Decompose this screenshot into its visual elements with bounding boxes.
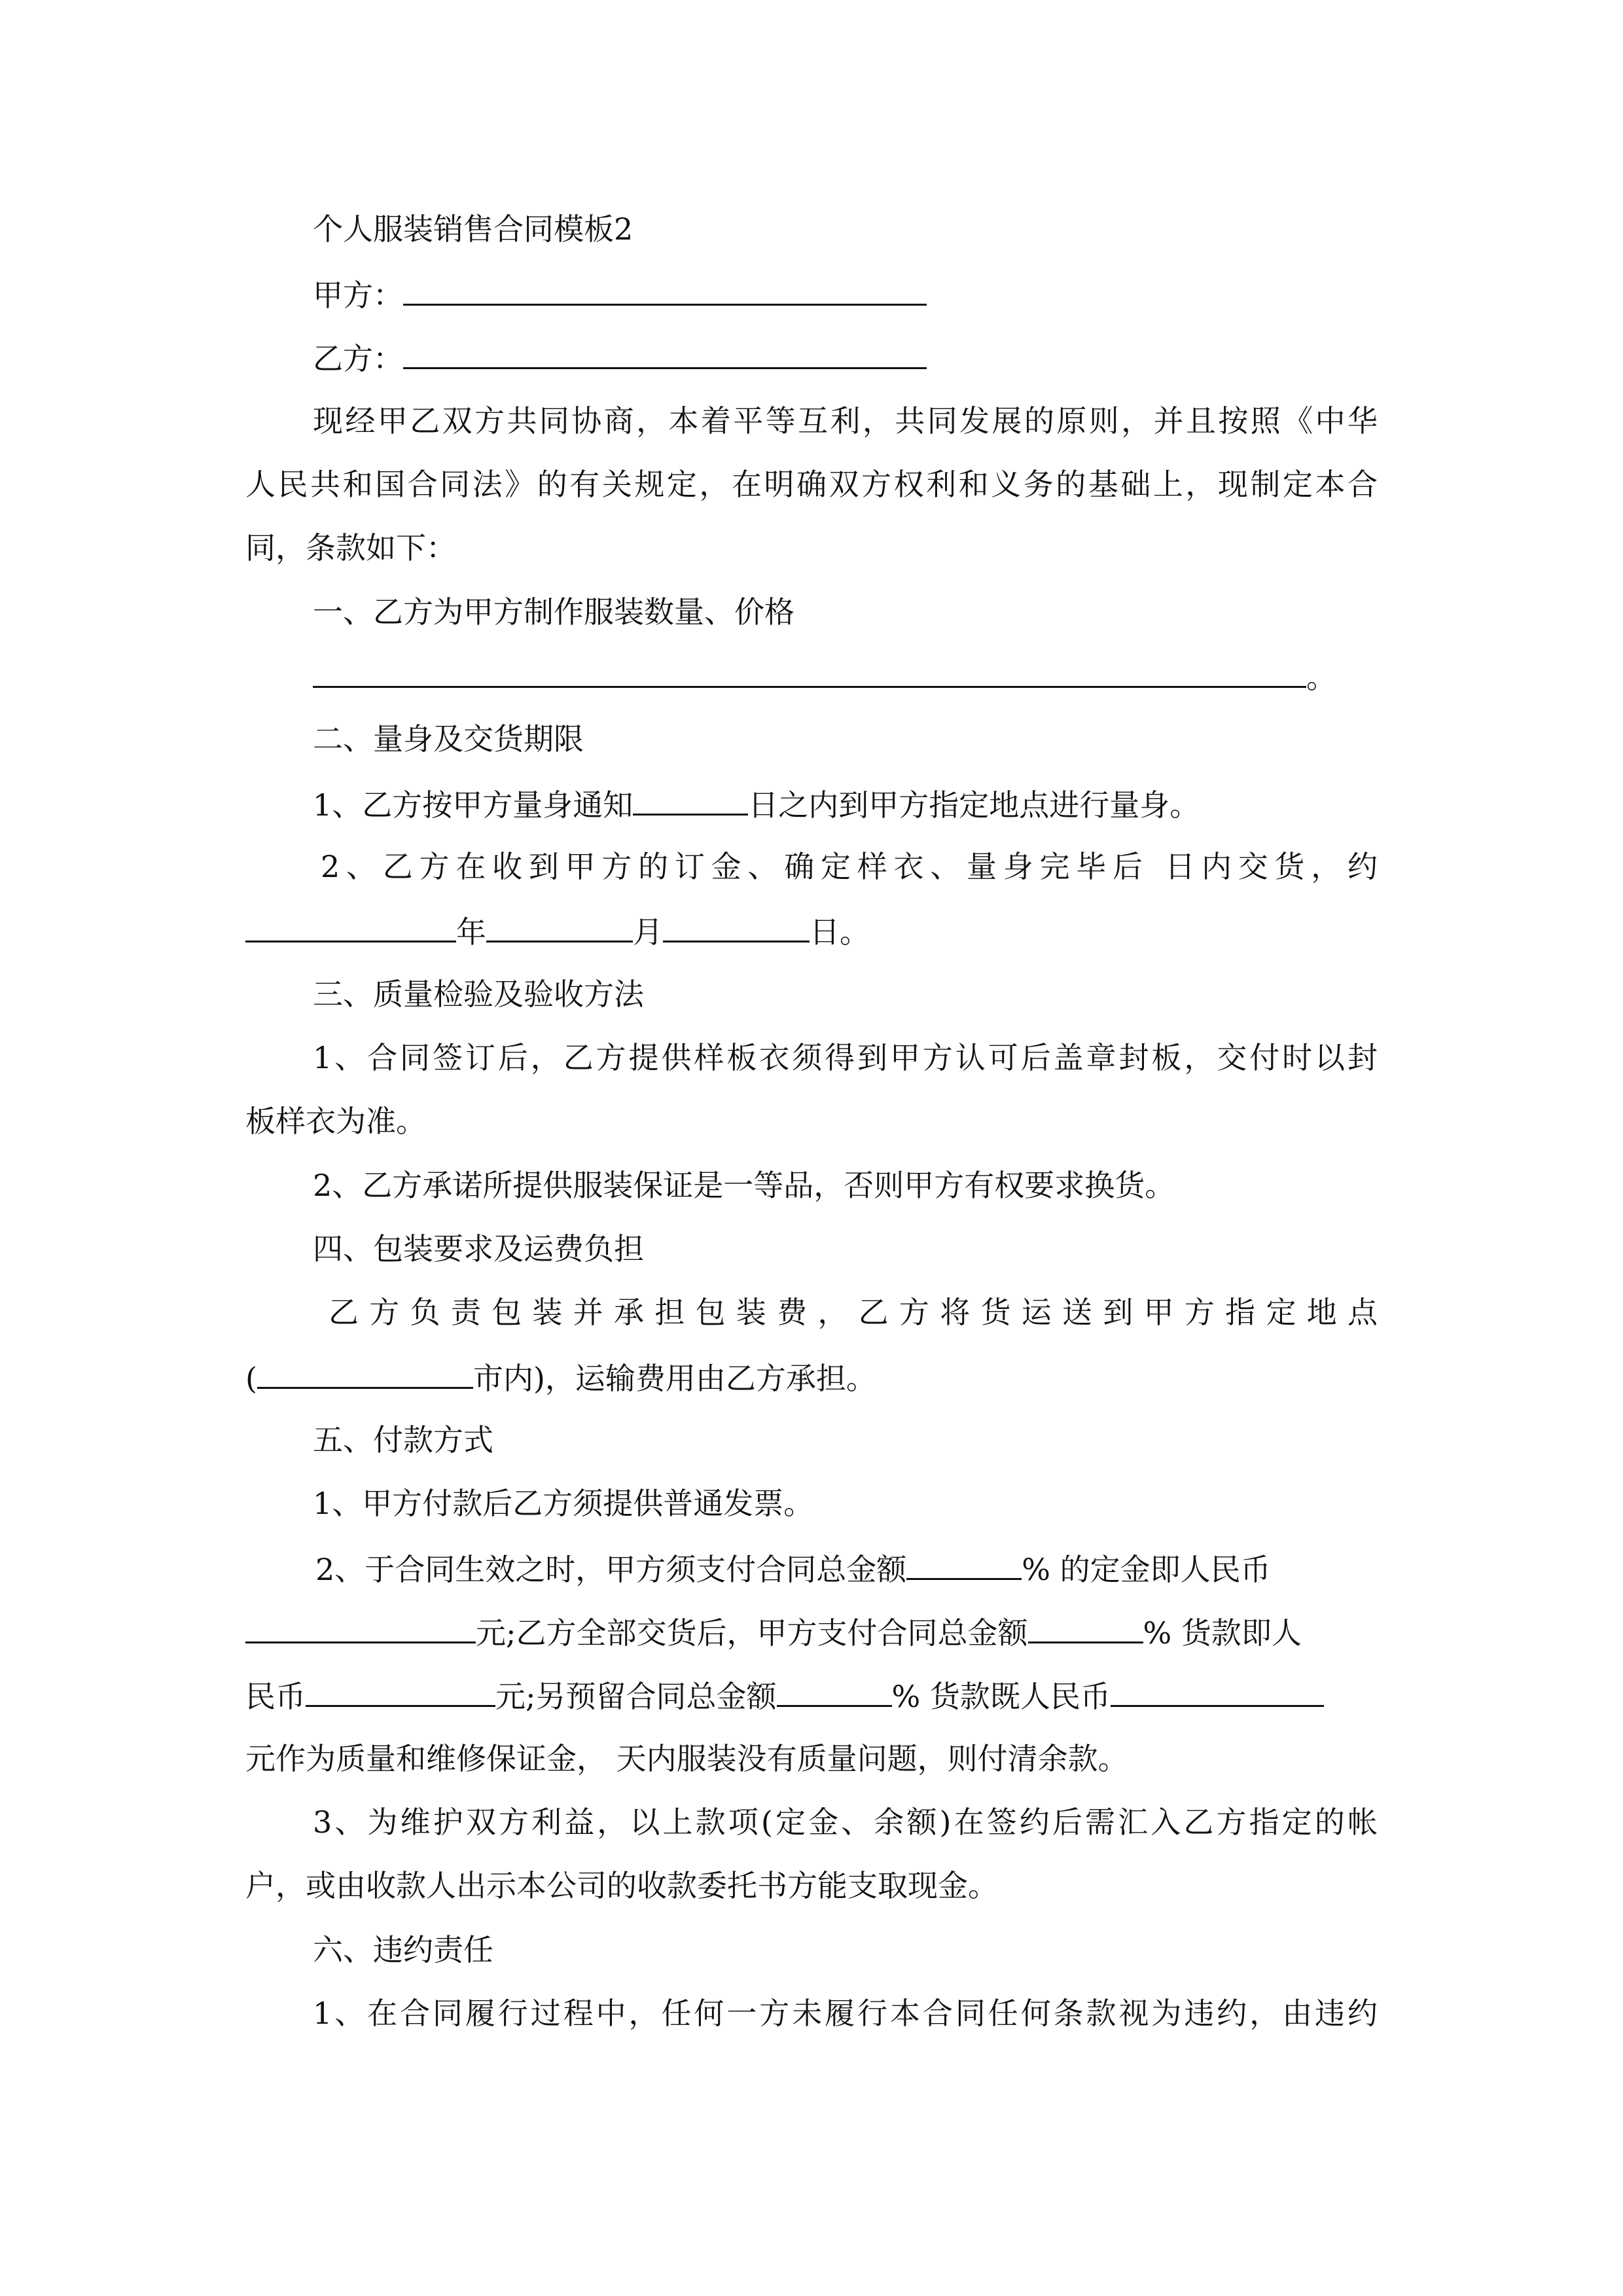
retention-percent-blank [777, 1675, 892, 1707]
year-label: 年 [456, 914, 486, 950]
retention-amount-blank [1111, 1675, 1324, 1707]
year-blank [245, 910, 456, 942]
section-5-item-3-line-1: 3、为维护双方利益，以上款项(定金、余额)在签约后需汇入乙方指定的帐 [313, 1804, 1378, 1840]
day-label: 日。 [810, 914, 870, 950]
party-b-label: 乙方： [313, 341, 403, 376]
party-a-line [313, 274, 1378, 313]
deposit-amount-blank [245, 1611, 476, 1643]
section-2-item-1 [313, 783, 1378, 823]
payment-amount-blank [306, 1675, 495, 1707]
deposit-text-a: 2、于合同生效之时，甲方须支付合同总金额 [315, 1552, 907, 1587]
contract-title: 个人服装销售合同模板2 [313, 211, 633, 247]
section-5-item-3-line-2: 户，或由收款人出示本公司的收款委托书方能支取现金。 [245, 1868, 998, 1903]
month-blank [486, 910, 633, 942]
deposit-percent-blank [906, 1548, 1022, 1580]
quantity-price-blank [313, 656, 1306, 688]
payment-percent-blank [1028, 1611, 1143, 1643]
delivery-date-line [245, 910, 1378, 950]
intro-line-3: 同，条款如下： [245, 530, 456, 565]
section-5-heading: 五、付款方式 [313, 1422, 493, 1458]
measure-days-blank [633, 783, 748, 816]
payment-text-g: % 货款既人民币 [891, 1679, 1111, 1714]
section-2-item-1-text-a: 1、乙方按甲方量身通知 [313, 787, 633, 823]
section-5-item-2-line-4: 元作为质量和维修保证金， 天内服装没有质量问题，则付清余款。 [245, 1741, 1128, 1776]
party-a-label: 甲方： [313, 278, 403, 313]
intro-line-1: 现经甲乙双方共同协商，本着平等互利，共同发展的原则，并且按照《中华 [313, 403, 1378, 439]
section-2-item-2-line-1: 2、乙方在收到甲方的订金、确定样衣、量身完毕后 日内交货，约 [321, 849, 1378, 884]
day-blank [663, 910, 810, 942]
party-b-line [313, 337, 1378, 376]
section-2-item-1-text-b: 日之内到甲方指定地点进行量身。 [748, 787, 1200, 823]
section-3-item-2: 2、乙方承诺所提供服装保证是一等品，否则甲方有权要求换货。 [313, 1168, 1175, 1203]
section-5-item-2-line-2 [245, 1611, 1378, 1651]
section-1-end: 。 [1306, 660, 1336, 695]
payment-text-d: % 货款即人 [1143, 1615, 1302, 1651]
payment-text-c: 元;乙方全部交货后，甲方支付合同总金额 [476, 1615, 1028, 1651]
payment-text-e: 民币 [245, 1679, 306, 1714]
section-5-item-2-line-3 [245, 1675, 1378, 1714]
section-4-line-2-text: 市内)，运输费用由乙方承担。 [473, 1361, 876, 1396]
section-4-heading: 四、包装要求及运费负担 [313, 1231, 644, 1266]
party-b-blank [403, 337, 927, 369]
deposit-text-b: % 的定金即人民币 [1022, 1552, 1271, 1587]
section-6-heading: 六、违约责任 [313, 1932, 493, 1967]
payment-text-f: 元;另预留合同总金额 [495, 1679, 777, 1714]
section-6-item-1-line-1: 1、在合同履行过程中，任何一方未履行本合同任何条款视为违约，由违约 [313, 1996, 1378, 2031]
section-4-line-1: 乙方负责包装并承担包装费，乙方将货运送到甲方指定地点 [329, 1295, 1378, 1330]
intro-line-2: 人民共和国合同法》的有关规定，在明确双方权利和义务的基础上，现制定本合 [245, 467, 1378, 502]
section-1-blank-line [313, 656, 1378, 695]
section-3-heading: 三、质量检验及验收方法 [313, 977, 644, 1012]
month-label: 月 [633, 914, 663, 950]
section-3-item-1-line-2: 板样衣为准。 [245, 1103, 426, 1139]
city-blank [257, 1357, 473, 1389]
section-2-heading: 二、量身及交货期限 [313, 721, 584, 757]
party-a-blank [403, 274, 927, 306]
section-4-open-paren: ( [245, 1361, 257, 1396]
section-1-heading: 一、乙方为甲方制作服装数量、价格 [313, 594, 794, 630]
section-3-item-1-line-1: 1、合同签订后，乙方提供样板衣须得到甲方认可后盖章封板，交付时以封 [313, 1040, 1378, 1075]
section-4-line-2 [245, 1357, 1378, 1396]
section-5-item-1: 1、甲方付款后乙方须提供普通发票。 [313, 1486, 814, 1521]
section-5-item-2-line-1 [315, 1548, 1380, 1587]
